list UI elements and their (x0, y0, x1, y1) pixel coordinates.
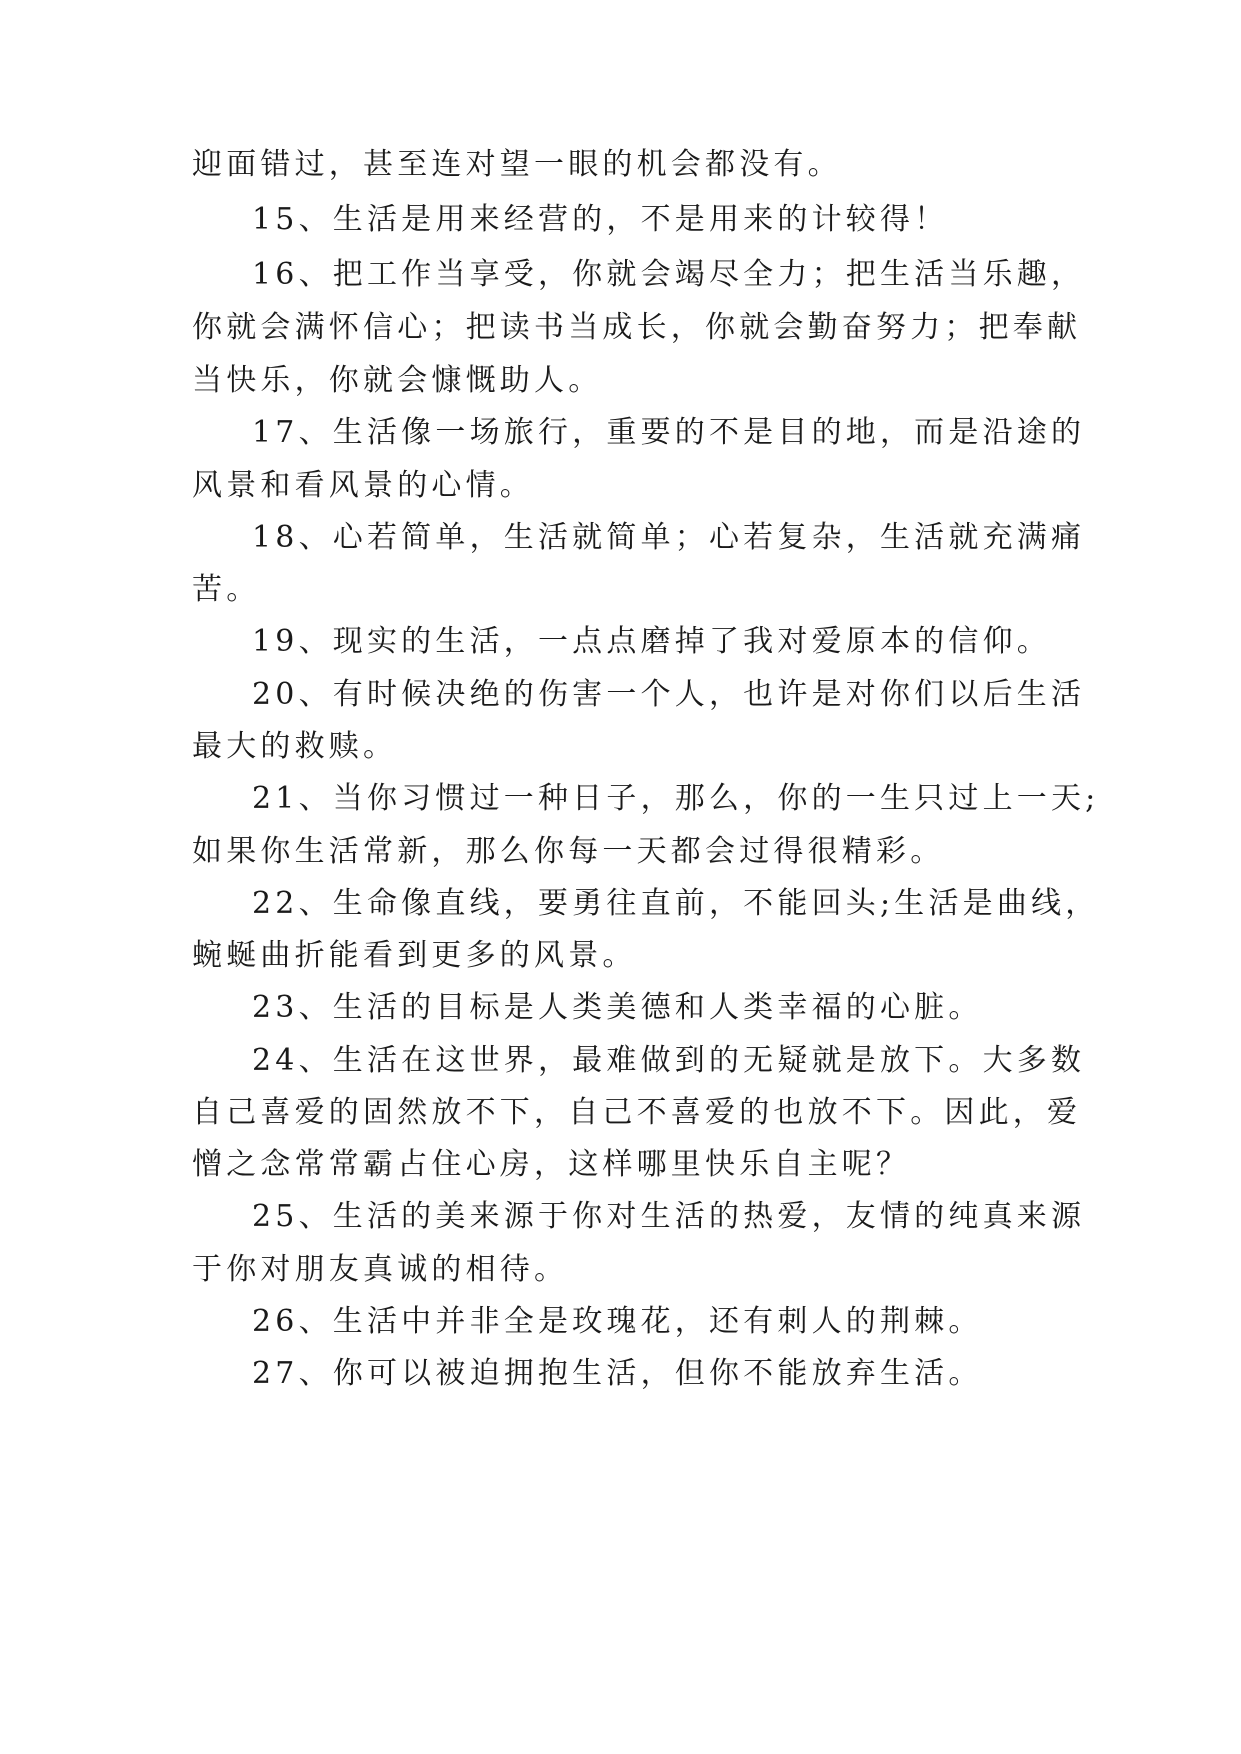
quote-25-line-2: 于你对朋友真诚的相待。 (192, 1252, 569, 1287)
quote-26: 26、生活中并非全是玫瑰花，还有刺人的荆棘。 (252, 1304, 983, 1339)
quote-20-line-2: 最大的救赎。 (192, 729, 398, 764)
quote-20-line-1: 20、有时候决绝的伤害一个人，也许是对你们以后生活 (252, 677, 1086, 712)
quote-18-line-1: 18、心若简单，生活就简单；心若复杂，生活就充满痛 (252, 520, 1086, 555)
quote-16-line-2: 你就会满怀信心；把读书当成长，你就会勤奋努力；把奉献 (192, 310, 1082, 345)
quote-21-line-2: 如果你生活常新，那么你每一天都会过得很精彩。 (192, 834, 945, 869)
quote-22-line-1: 22、生命像直线，要勇往直前，不能回头;生活是曲线， (252, 886, 1100, 921)
quote-17-line-2: 风景和看风景的心情。 (192, 468, 534, 503)
quote-27: 27、你可以被迫拥抱生活，但你不能放弃生活。 (252, 1356, 983, 1391)
quote-22-line-2: 蜿蜒曲折能看到更多的风景。 (192, 938, 637, 973)
quote-15: 15、生活是用来经营的，不是用来的计较得！ (252, 202, 949, 237)
quote-25-line-1: 25、生活的美来源于你对生活的热爱，友情的纯真来源 (252, 1199, 1086, 1234)
quote-16-line-3: 当快乐，你就会慷慨助人。 (192, 363, 603, 398)
quote-17-line-1: 17、生活像一场旅行，重要的不是目的地，而是沿途的 (252, 415, 1086, 450)
text-line: 迎面错过，甚至连对望一眼的机会都没有。 (192, 147, 842, 182)
quote-24-line-1: 24、生活在这世界，最难做到的无疑就是放下。大多数 (252, 1043, 1086, 1078)
quote-24-line-2: 自己喜爱的固然放不下，自己不喜爱的也放不下。因此，爱 (192, 1095, 1082, 1130)
quote-18-line-2: 苦。 (192, 572, 261, 607)
quote-21-line-1: 21、当你习惯过一种日子，那么，你的一生只过上一天; (252, 781, 1100, 816)
quote-19: 19、现实的生活，一点点磨掉了我对爱原本的信仰。 (252, 624, 1051, 659)
quote-24-line-3: 憎之念常常霸占住心房，这样哪里快乐自主呢？ (192, 1147, 911, 1182)
quote-23: 23、生活的目标是人类美德和人类幸福的心脏。 (252, 990, 983, 1025)
quote-16-line-1: 16、把工作当享受，你就会竭尽全力；把生活当乐趣， (252, 257, 1086, 292)
